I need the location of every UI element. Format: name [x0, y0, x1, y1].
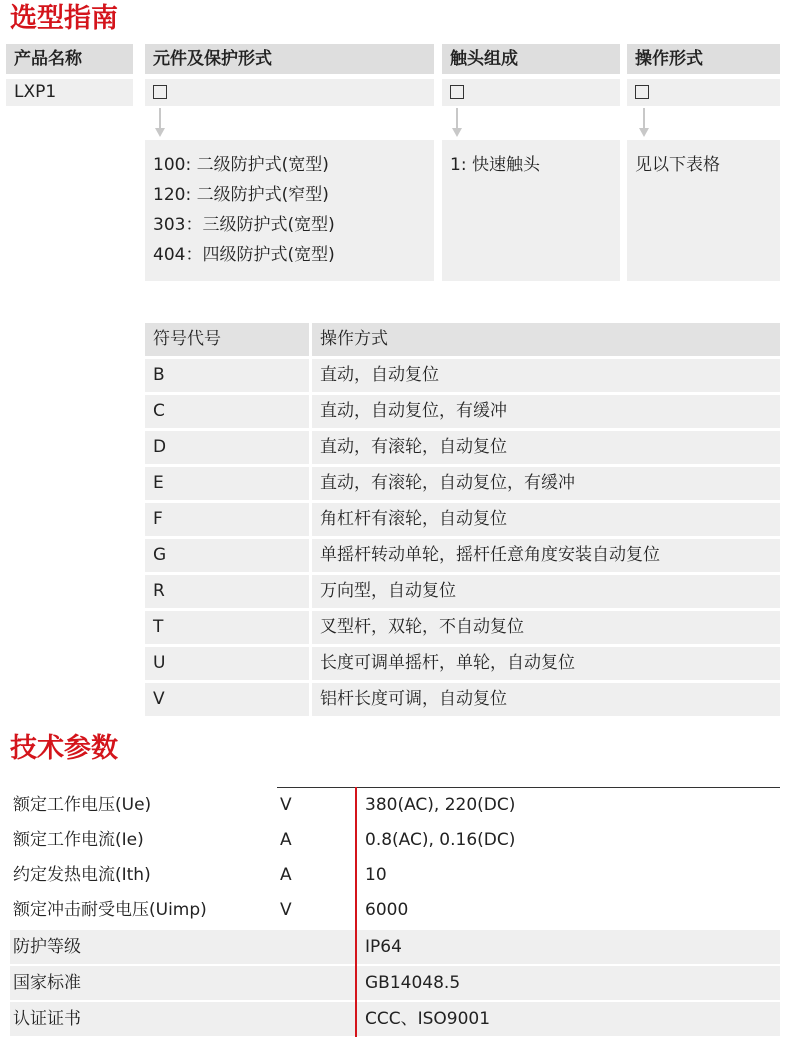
op-code: G	[145, 539, 309, 572]
header-product-name: 产品名称	[6, 44, 133, 74]
contact-options-panel	[442, 140, 620, 281]
param-value: IP64	[365, 937, 402, 957]
op-desc: 单摇杆转动单轮，摇杆任意角度安装自动复位	[312, 539, 780, 572]
param-value: 0.8(AC), 0.16(DC)	[365, 830, 516, 850]
operation-note-panel	[627, 140, 780, 281]
param-row	[10, 788, 780, 822]
param-name: 约定发热电流(Ith)	[13, 865, 151, 885]
product-name-value: LXP1	[6, 79, 133, 106]
param-value: 380(AC), 220(DC)	[365, 795, 516, 815]
param-value: 10	[365, 865, 387, 885]
element-option: 404：四级防护式(宽型)	[153, 245, 335, 265]
param-value: GB14048.5	[365, 973, 461, 993]
param-name: 额定冲击耐受电压(Uimp)	[13, 900, 207, 920]
down-arrow-icon	[154, 108, 166, 138]
param-unit: V	[280, 795, 292, 815]
down-arrow-icon	[638, 108, 650, 138]
param-unit: A	[280, 830, 292, 850]
op-desc: 直动，自动复位	[312, 359, 780, 392]
op-code: C	[145, 395, 309, 428]
header-operation: 操作形式	[627, 44, 780, 74]
element-options-panel	[145, 140, 434, 281]
header-element-protection: 元件及保护形式	[145, 44, 434, 74]
param-row	[10, 858, 780, 892]
op-desc: 长度可调单摇杆，单轮，自动复位	[312, 647, 780, 680]
contact-code-box	[442, 79, 620, 106]
element-option: 100: 二级防护式(宽型)	[153, 155, 329, 175]
op-desc: 直动，有滚轮，自动复位	[312, 431, 780, 464]
element-code-box	[145, 79, 434, 106]
op-code: E	[145, 467, 309, 500]
param-name: 额定工作电压(Ue)	[13, 795, 152, 815]
param-name: 认证证书	[13, 1009, 81, 1029]
param-row	[10, 893, 780, 927]
op-table-header-code: 符号代号	[145, 323, 309, 356]
contact-option: 1: 快速触头	[450, 155, 540, 175]
param-name: 防护等级	[13, 937, 81, 957]
operation-note: 见以下表格	[635, 155, 720, 175]
op-code: V	[145, 683, 309, 716]
param-value: CCC、ISO9001	[365, 1009, 491, 1029]
op-desc: 直动，有滚轮，自动复位，有缓冲	[312, 467, 780, 500]
op-desc: 铝杆长度可调，自动复位	[312, 683, 780, 716]
op-code: T	[145, 611, 309, 644]
op-desc: 直动，自动复位，有缓冲	[312, 395, 780, 428]
down-arrow-icon	[451, 108, 463, 138]
blank-box-icon	[153, 85, 167, 99]
op-desc: 叉型杆，双轮，不自动复位	[312, 611, 780, 644]
op-desc: 万向型，自动复位	[312, 575, 780, 608]
param-row	[10, 930, 780, 964]
op-code: B	[145, 359, 309, 392]
param-name: 额定工作电流(Ie)	[13, 830, 144, 850]
blank-box-icon	[635, 85, 649, 99]
param-value: 6000	[365, 900, 409, 920]
blank-box-icon	[450, 85, 464, 99]
op-code: R	[145, 575, 309, 608]
header-contact: 触头组成	[442, 44, 620, 74]
param-row	[10, 966, 780, 1000]
operation-code-box	[627, 79, 780, 106]
op-table-header-desc: 操作方式	[312, 323, 780, 356]
element-option: 120: 二级防护式(窄型)	[153, 185, 329, 205]
op-code: F	[145, 503, 309, 536]
param-name: 国家标准	[13, 973, 81, 993]
param-row	[10, 823, 780, 857]
param-unit: A	[280, 865, 292, 885]
value-column-divider	[355, 787, 357, 1037]
op-code: U	[145, 647, 309, 680]
op-code: D	[145, 431, 309, 464]
tech-params-title: 技术参数	[10, 733, 118, 764]
op-desc: 角杠杆有滚轮，自动复位	[312, 503, 780, 536]
param-row	[10, 1002, 780, 1036]
param-unit: V	[280, 900, 292, 920]
element-option: 303：三级防护式(宽型)	[153, 215, 335, 235]
selection-guide-title: 选型指南	[10, 3, 118, 34]
